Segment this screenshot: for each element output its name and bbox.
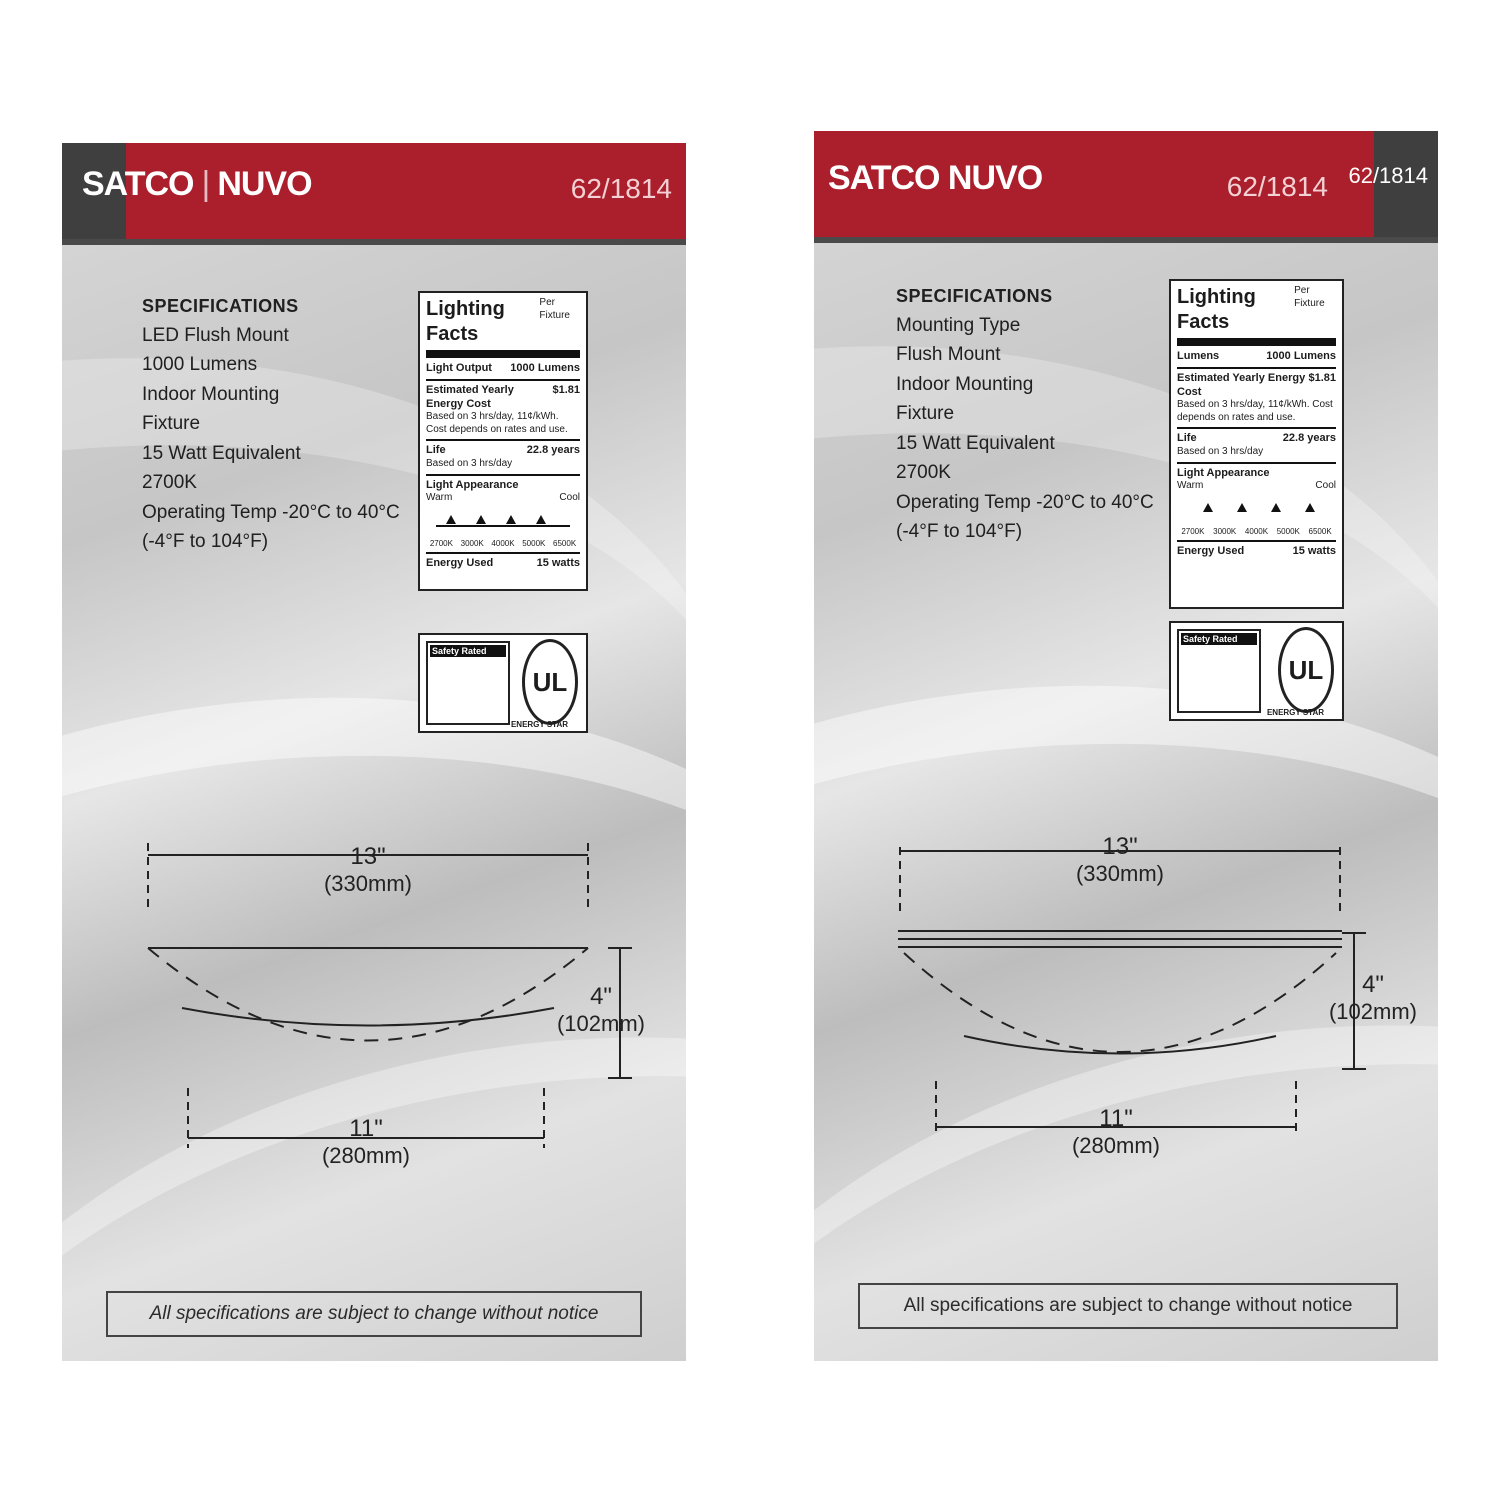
facts-life-value: 22.8 years: [1282, 432, 1336, 445]
fixture-outline-dashed: [148, 948, 588, 1041]
top-dimension-label: [1050, 833, 1190, 887]
brand-logo: SATCO NUVO: [828, 159, 1043, 197]
facts-life-note: Based on 3 hrs/day: [1177, 446, 1264, 457]
facts-brightness-label: Lumens: [1177, 350, 1220, 362]
safety-title: Safety Rated: [430, 645, 506, 657]
facts-life-note: Based on 3 hrs/day: [426, 458, 513, 469]
facts-warm: Warm: [1177, 480, 1204, 492]
brand-separator: |: [201, 165, 210, 203]
dim-mm: (280mm): [1071, 1133, 1160, 1158]
kelvin-label: 5000K: [522, 538, 546, 548]
facts-life-value: 22.8 years: [526, 444, 580, 457]
spec-item: Indoor Mounting: [142, 383, 280, 405]
kelvin-label: 3000K: [1213, 526, 1237, 536]
facts-cost-label: Estimated Yearly Energy Cost: [1177, 371, 1306, 398]
side-dimension-label: [546, 983, 656, 1037]
spec-item: (-4°F to 104°F): [142, 530, 269, 552]
facts-appearance-label: Light Appearance: [1177, 466, 1270, 479]
sku-number: 62/1814: [570, 173, 672, 204]
disclaimer-footer: All specifications are subject to change without notice: [106, 1291, 642, 1337]
dim-mm: (330mm): [323, 871, 412, 896]
brand-name-satco: SATCO: [82, 165, 194, 203]
facts-cost-label: Estimated Yearly Energy Cost: [426, 383, 514, 410]
facts-title: Lighting Facts: [426, 298, 505, 345]
fixture-rim: [964, 1036, 1276, 1054]
facts-brightness-label: Light Output: [426, 362, 492, 374]
top-dimension-label: [298, 843, 438, 897]
facts-life-label: Life: [426, 444, 446, 457]
brand-name-nuvo: NUVO: [217, 165, 312, 203]
product-card-right: [814, 131, 1438, 1361]
facts-per: Per Fixture: [539, 297, 570, 321]
facts-energy-value: 15 watts: [1292, 544, 1336, 557]
dim-mm: (280mm): [321, 1143, 410, 1168]
facts-cost-note: Based on 3 hrs/day, 11¢/kWh. Cost depends on rates and use.: [1177, 399, 1333, 423]
safety-title: Safety Rated: [1181, 633, 1257, 645]
energy-star-text: ENERGY STAR: [1266, 708, 1324, 717]
bottom-dimension-label: [1046, 1105, 1186, 1159]
spec-item: (-4°F to 104°F): [896, 520, 1023, 542]
ul-listing-logo: UL: [522, 639, 578, 725]
fixture-rim: [182, 1008, 554, 1026]
facts-brightness-value: 1000 Lumens: [1266, 350, 1336, 362]
facts-appearance-label: Light Appearance: [426, 478, 519, 491]
spec-item: 15 Watt Equivalent: [896, 432, 1055, 454]
spec-item: 15 Watt Equivalent: [142, 442, 301, 464]
energy-star-text: ENERGY STAR: [510, 720, 568, 729]
facts-warm: Warm: [426, 492, 453, 504]
kelvin-label: 6500K: [553, 538, 577, 548]
spec-item: 1000 Lumens: [142, 354, 258, 376]
facts-per: Per Fixture: [1294, 285, 1325, 309]
dim-mm: (102mm): [556, 1011, 645, 1036]
dimension-drawing: [62, 143, 686, 1361]
kelvin-label: 4000K: [491, 538, 515, 548]
side-dimension-label: [1318, 971, 1428, 1025]
spec-item: 2700K: [142, 472, 197, 494]
facts-energy-label: Energy Used: [1177, 544, 1245, 557]
kelvin-label: 2700K: [1181, 526, 1205, 536]
spec-item: Indoor Mounting: [896, 373, 1034, 395]
sku-number: 62/1814: [1226, 171, 1328, 202]
kelvin-label: 3000K: [460, 538, 484, 548]
dim-inches: 11": [1099, 1105, 1133, 1132]
dim-mm: (330mm): [1075, 861, 1164, 886]
ul-listing-logo: UL: [1278, 627, 1334, 713]
dim-inches: 13": [1102, 833, 1138, 860]
facts-cool: Cool: [1315, 480, 1336, 492]
facts-brightness-value: 1000 Lumens: [510, 362, 580, 374]
dim-inches: 4": [590, 983, 612, 1010]
disclaimer-footer: All specifications are subject to change without notice: [858, 1283, 1398, 1329]
spec-item: Mounting Type: [896, 314, 1021, 336]
kelvin-label: 4000K: [1244, 526, 1269, 536]
kelvin-label: 6500K: [1308, 526, 1332, 536]
dim-inches: 13": [350, 843, 386, 870]
facts-life-label: Life: [1177, 432, 1197, 445]
spec-item: Operating Temp -20°C to 40°C: [142, 501, 400, 523]
sku-number-secondary: 62/1814: [1348, 163, 1428, 188]
spec-item: Operating Temp -20°C to 40°C: [896, 491, 1154, 513]
facts-energy-value: 15 watts: [536, 556, 580, 569]
dim-inches: 11": [349, 1115, 383, 1142]
facts-title: Lighting Facts: [1177, 286, 1256, 333]
spec-heading: SPECIFICATIONS: [142, 296, 299, 316]
product-card-left: [62, 143, 686, 1361]
dim-inches: 4": [1362, 971, 1384, 998]
spec-item: Fixture: [142, 413, 201, 435]
spec-heading: SPECIFICATIONS: [896, 286, 1053, 306]
spec-item: Fixture: [896, 403, 955, 425]
dimension-drawing: [814, 131, 1438, 1361]
spec-item: Flush Mount: [896, 344, 1001, 366]
spec-item: LED Flush Mount: [142, 324, 289, 346]
dim-mm: (102mm): [1328, 999, 1417, 1024]
kelvin-label: 5000K: [1276, 526, 1300, 536]
facts-cool: Cool: [559, 492, 580, 504]
facts-energy-label: Energy Used: [426, 556, 494, 569]
facts-cost-value: $1.81: [1308, 371, 1336, 384]
spec-item: 2700K: [896, 462, 951, 484]
bottom-dimension-label: [296, 1115, 436, 1169]
facts-cost-note: Based on 3 hrs/day, 11¢/kWh. Cost depends on rates and use.: [426, 411, 568, 435]
facts-cost-value: $1.81: [552, 383, 580, 396]
kelvin-label: 2700K: [429, 538, 453, 548]
